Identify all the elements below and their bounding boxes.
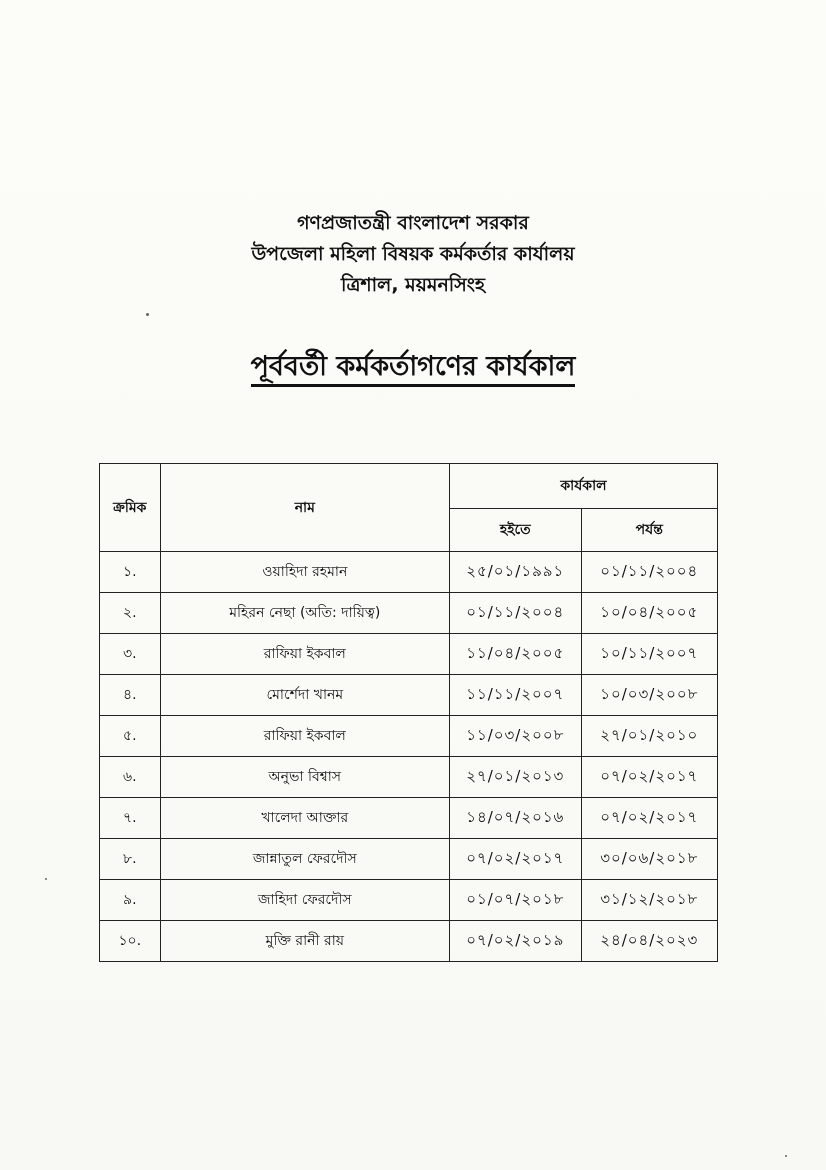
row-name: রাফিয়া ইকবাল: [160, 634, 449, 675]
row-serial: ১০.: [100, 921, 161, 962]
row-serial: ৩.: [100, 634, 161, 675]
document-title-wrapper: [0, 346, 826, 391]
row-name: মহিরন নেছা (অতি: দায়িত্ব): [160, 593, 449, 634]
row-serial: ৬.: [100, 757, 161, 798]
tenure-table: [99, 463, 718, 962]
row-to: ৩০/০৬/২০১৮: [581, 839, 717, 880]
row-from: ০১/১১/২০০৪: [450, 593, 582, 634]
table-row: [100, 757, 718, 798]
row-serial: ২.: [100, 593, 161, 634]
row-to: ১০/১১/২০০৭: [581, 634, 717, 675]
row-to: ২৪/০৪/২০২৩: [581, 921, 717, 962]
table-row: [100, 675, 718, 716]
row-serial: ৯.: [100, 880, 161, 921]
row-name: রাফিয়া ইকবাল: [160, 716, 449, 757]
table-row: [100, 552, 718, 593]
scan-speck: [45, 878, 47, 880]
row-from: ০৭/০২/২০১৭: [450, 839, 582, 880]
row-from: ০৭/০২/২০১৯: [450, 921, 582, 962]
row-name: জান্নাতুল ফেরদৌস: [160, 839, 449, 880]
row-name: মুক্তি রানী রায়: [160, 921, 449, 962]
row-from: ১১/০৩/২০০৮: [450, 716, 582, 757]
row-name: ওয়াহিদা রহমান: [160, 552, 449, 593]
table-row: [100, 880, 718, 921]
government-name: গণপ্রজাতন্ত্রী বাংলাদেশ সরকার: [297, 212, 529, 234]
header-from: হইতে: [450, 509, 582, 552]
row-serial: ৭.: [100, 798, 161, 839]
scan-speck: [785, 1155, 787, 1157]
office-header: [0, 208, 826, 301]
table-row: [100, 798, 718, 839]
header-row-top: [100, 464, 718, 509]
row-name: খালেদা আক্তার: [160, 798, 449, 839]
header-serial: ক্রমিক: [100, 464, 161, 552]
row-serial: ১.: [100, 552, 161, 593]
row-to: ৩১/১২/২০১৮: [581, 880, 717, 921]
row-name: মোর্শেদা খানম: [160, 675, 449, 716]
row-from: ০১/০৭/২০১৮: [450, 880, 582, 921]
header-to: পর্যন্ত: [581, 509, 717, 552]
row-from: ২৫/০১/১৯৯১: [450, 552, 582, 593]
header-tenure: কার্যকাল: [450, 464, 718, 509]
table-row: [100, 593, 718, 634]
table-row: [100, 716, 718, 757]
office-location: ত্রিশাল, ময়মনসিংহ: [341, 274, 485, 296]
row-from: ১১/১১/২০০৭: [450, 675, 582, 716]
row-name: অনুভা বিশ্বাস: [160, 757, 449, 798]
scan-speck: [146, 313, 149, 316]
row-to: ০১/১১/২০০৪: [581, 552, 717, 593]
row-from: ১১/০৪/২০০৫: [450, 634, 582, 675]
row-to: ০৭/০২/২০১৭: [581, 757, 717, 798]
table-row: [100, 634, 718, 675]
row-to: ১০/০৪/২০০৫: [581, 593, 717, 634]
row-name: জাহিদা ফেরদৌস: [160, 880, 449, 921]
table-row: [100, 921, 718, 962]
row-to: ১০/০৩/২০০৮: [581, 675, 717, 716]
row-from: ২৭/০১/২০১৩: [450, 757, 582, 798]
tenure-table-body: [100, 552, 718, 962]
office-name: উপজেলা মহিলা বিষয়ক কর্মকর্তার কার্যালয়: [251, 243, 575, 265]
document-title: পূর্ববর্তী কর্মকর্তাগণের কার্যকাল: [251, 351, 576, 387]
row-serial: ৪.: [100, 675, 161, 716]
tenure-table-head: [100, 464, 718, 552]
row-to: ০৭/০২/২০১৭: [581, 798, 717, 839]
row-to: ২৭/০১/২০১০: [581, 716, 717, 757]
row-serial: ৫.: [100, 716, 161, 757]
header-name: নাম: [160, 464, 449, 552]
row-serial: ৮.: [100, 839, 161, 880]
table-row: [100, 839, 718, 880]
row-from: ১৪/০৭/২০১৬: [450, 798, 582, 839]
